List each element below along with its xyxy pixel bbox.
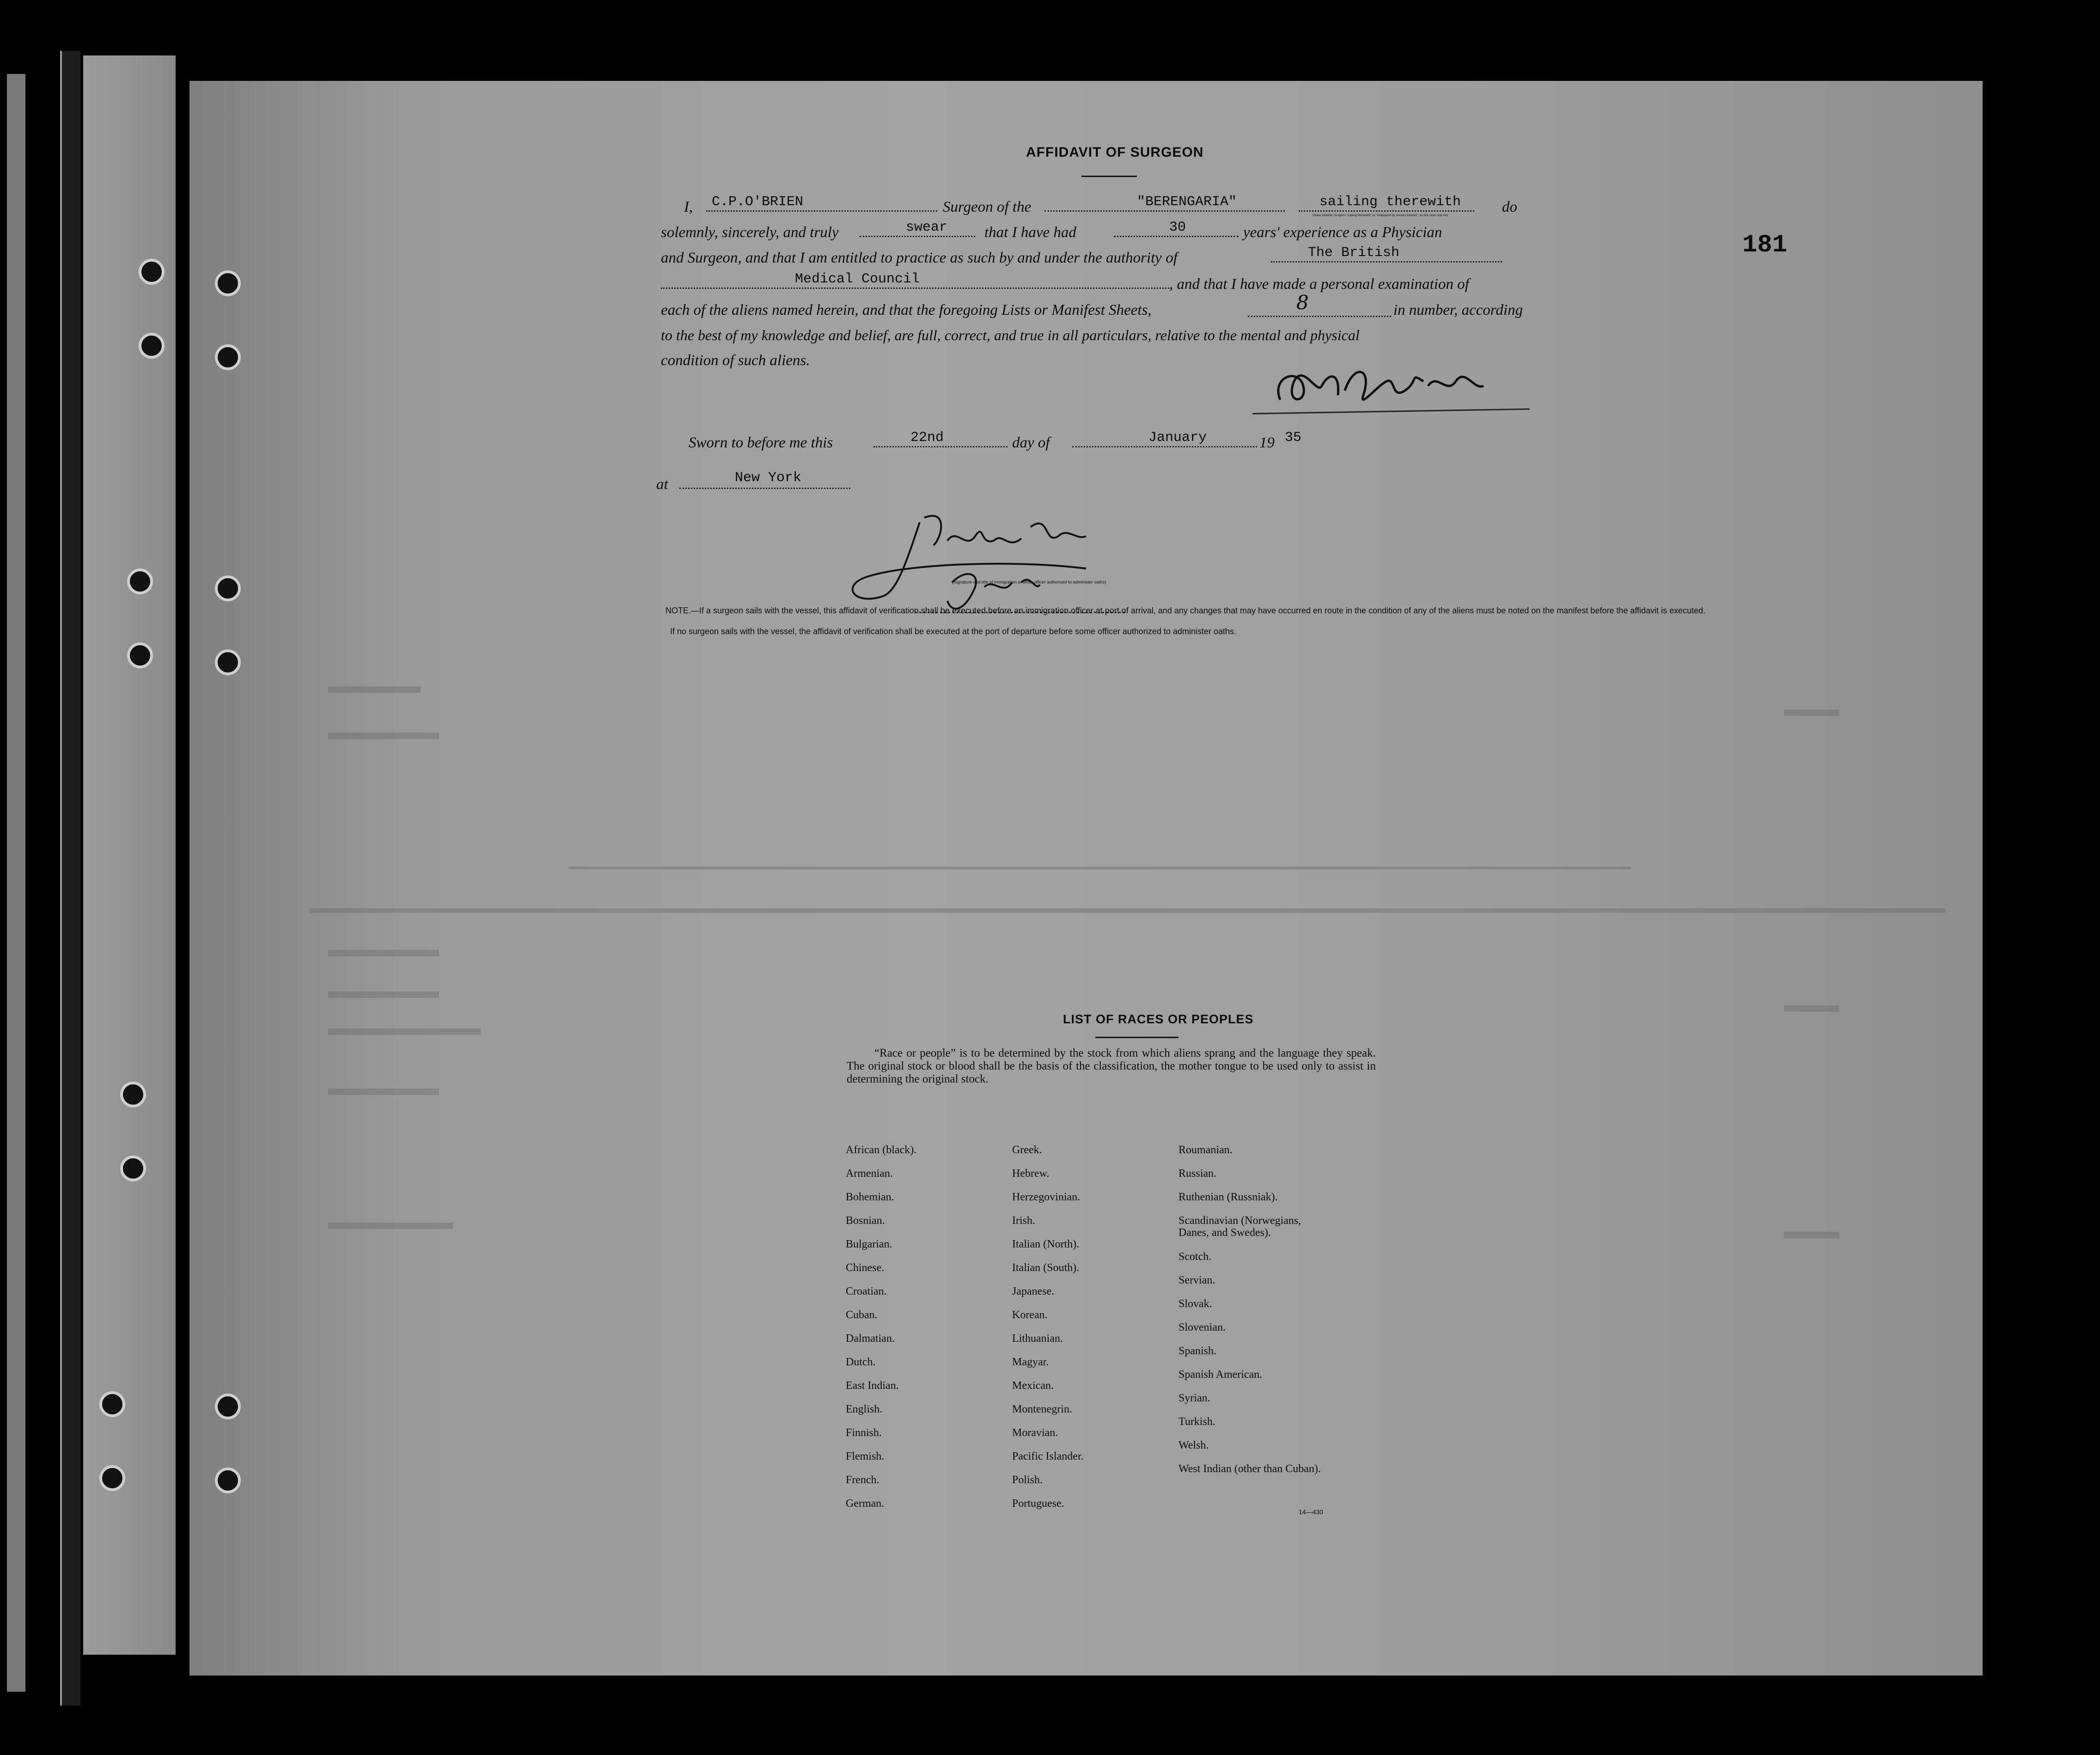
race-entry: African (black). — [846, 1144, 917, 1156]
race-entry: German. — [846, 1498, 885, 1510]
title-underline — [1081, 176, 1137, 177]
blank-authority-2 — [661, 287, 1169, 289]
authority-line-2: Medical Council — [795, 271, 920, 287]
race-entry: Finnish. — [846, 1427, 882, 1439]
race-entry: Bosnian. — [846, 1215, 885, 1227]
note-no-surgeon: If no surgeon sails with the vessel, the affidavit of verification shall be executed at the port of departure before some officer authorized to administer oaths. — [670, 627, 1237, 636]
race-entry: Armenian. — [846, 1168, 893, 1180]
signature-caption: (Signature and title of immigration or other officer authorized to administer oaths) — [952, 580, 1106, 585]
race-entry: Welsh. — [1178, 1439, 1209, 1451]
race-entry: Russian. — [1178, 1168, 1217, 1180]
binder-hole — [120, 1082, 146, 1107]
text-sworn: Sworn to before me this — [689, 434, 833, 451]
race-entry: Greek. — [1012, 1144, 1042, 1156]
bleed-through — [1784, 1232, 1839, 1238]
blank-place — [679, 488, 850, 489]
race-entry: Montenegrin. — [1012, 1403, 1072, 1415]
text-day-of: day of — [1012, 434, 1050, 451]
race-entry: Croatian. — [846, 1285, 887, 1297]
race-entry: Syrian. — [1178, 1392, 1210, 1404]
text-and-surgeon: and Surgeon, and that I am entitled to practice as such by and under the authority of — [661, 250, 1178, 266]
bleed-through — [328, 1223, 453, 1229]
race-entry: Polish. — [1012, 1474, 1043, 1486]
race-entry: Portuguese. — [1012, 1498, 1064, 1510]
race-entry: Slovenian. — [1178, 1321, 1226, 1333]
form-code: 14—430 — [1299, 1508, 1323, 1516]
binder-hole — [99, 1391, 125, 1417]
blank-vessel — [1044, 210, 1285, 212]
race-entry: Hebrew. — [1012, 1168, 1050, 1180]
sheet-hole — [215, 344, 241, 370]
blank-sailing — [1299, 210, 1474, 212]
race-entry: Dutch. — [846, 1356, 876, 1368]
race-entry: Italian (South). — [1012, 1262, 1080, 1274]
binder-hole — [120, 1156, 146, 1181]
sworn-year: 35 — [1285, 430, 1302, 446]
text-in-number: in number, according — [1393, 302, 1523, 318]
sheet-hole — [215, 270, 241, 296]
blank-authority-1 — [1271, 261, 1502, 263]
oath-type: swear — [906, 220, 948, 235]
race-entry: Bulgarian. — [846, 1238, 892, 1250]
race-entry: Korean. — [1012, 1309, 1048, 1321]
text-i: I, — [684, 199, 693, 215]
text-surgeon-of: Surgeon of the — [943, 199, 1032, 215]
text-at: at — [656, 476, 668, 493]
sheet-hole — [215, 575, 241, 601]
text-that-i-have-had: that I have had — [984, 224, 1076, 241]
text-each-alien: each of the aliens named herein, and that the foregoing Lists or Manifest Sheets, — [661, 302, 1152, 318]
blank-sheets — [1248, 316, 1391, 317]
race-entry: Ruthenian (Russniak). — [1178, 1191, 1278, 1203]
bleed-through — [328, 1088, 439, 1095]
text-condition: condition of such aliens. — [661, 352, 810, 369]
bleed-through — [1784, 709, 1839, 716]
race-entry: Spanish. — [1178, 1345, 1217, 1357]
race-entry: Moravian. — [1012, 1427, 1058, 1439]
race-entry: Bohemian. — [846, 1191, 894, 1203]
race-entry: Irish. — [1012, 1215, 1035, 1227]
binder-cover — [83, 55, 176, 1655]
sailing-hint: (State whether Surgeon "sailing therewith" or "employed by owners thereof," as the case may be) — [1312, 214, 1448, 217]
races-intro: “Race or people” is to be determined by the stock from which aliens sprang and the language they speak. The original stock or blood shall be the basis of the classification, the mother tongue to be used only to assist in determining the original stock. — [847, 1047, 1376, 1085]
sworn-day: 22nd — [910, 430, 944, 446]
bleed-through — [328, 1028, 481, 1035]
race-entry: Slovak. — [1178, 1298, 1212, 1310]
text-19: 19 — [1259, 434, 1275, 451]
vessel-name: "BERENGARIA" — [1137, 194, 1237, 210]
sheet-hole — [215, 1468, 241, 1493]
race-entry: Roumanian. — [1178, 1144, 1233, 1156]
races-title-underline — [1095, 1037, 1178, 1038]
bleed-through — [328, 950, 439, 956]
affidavit-title: AFFIDAVIT OF SURGEON — [1026, 145, 1204, 160]
text-solemnly: solemnly, sincerely, and truly — [661, 224, 839, 241]
binder-hole — [99, 1465, 125, 1491]
blank-oath — [860, 236, 975, 237]
sworn-month: January — [1148, 430, 1207, 446]
binder-hole — [127, 569, 153, 594]
bleed-through — [568, 867, 1631, 869]
blank-month — [1072, 446, 1257, 447]
race-entry: French. — [846, 1474, 879, 1486]
bleed-through — [328, 686, 421, 693]
race-entry: Lithuanian. — [1012, 1333, 1063, 1345]
race-entry: Cuban. — [846, 1309, 878, 1321]
binder-spine — [60, 51, 80, 1706]
race-entry: Herzegovinian. — [1012, 1191, 1081, 1203]
bleed-through — [328, 991, 439, 998]
races-title: LIST OF RACES OR PEOPLES — [1063, 1012, 1254, 1026]
bleed-through — [310, 908, 1946, 913]
race-entry: Pacific Islander. — [1012, 1450, 1084, 1462]
sheet-hole — [215, 1394, 241, 1419]
binder-hole — [127, 642, 153, 668]
blank-years — [1114, 236, 1239, 237]
race-entry: Dalmatian. — [846, 1333, 895, 1345]
sworn-place: New York — [735, 470, 802, 486]
bleed-through — [328, 733, 439, 739]
bleed-through — [1784, 1005, 1839, 1012]
binder-hole — [139, 333, 165, 359]
surgeon-signature — [1252, 354, 1534, 418]
race-entry: English. — [846, 1403, 883, 1415]
years-experience: 30 — [1169, 220, 1186, 235]
race-entry: Chinese. — [846, 1262, 885, 1274]
text-do: do — [1502, 199, 1517, 215]
race-entry: Turkish. — [1178, 1416, 1215, 1428]
race-entry: Magyar. — [1012, 1356, 1049, 1368]
blank-surgeon — [706, 210, 937, 212]
race-entry: Servian. — [1178, 1274, 1215, 1286]
race-entry: Scandinavian (Norwegians, Danes, and Swedes). — [1178, 1215, 1301, 1239]
race-entry: Italian (North). — [1012, 1238, 1080, 1250]
text-years-experience: years' experience as a Physician — [1243, 224, 1442, 241]
note-surgeon-sails: NOTE.—If a surgeon sails with the vessel, this affidavit of verification shall be executed before an immigration officer at port of arrival, and any changes that may have occurred en route in the condition of any of the aliens must be noted on the manifest before the affidavit is executed. — [665, 606, 1706, 615]
authority-line-1: The British — [1308, 245, 1400, 261]
binder-hole — [139, 259, 165, 285]
race-entry: Mexican. — [1012, 1380, 1054, 1392]
text-best-knowledge: to the best of my knowledge and belief, are full, correct, and true in all particulars, relative to the mental and physical — [661, 327, 1360, 343]
page-number: 181 — [1742, 231, 1788, 259]
affidavit-sheet — [189, 81, 1983, 1676]
race-entry: Japanese. — [1012, 1285, 1055, 1297]
race-entry: Flemish. — [846, 1450, 885, 1462]
race-entry: West Indian (other than Cuban). — [1178, 1463, 1321, 1475]
blank-day — [873, 446, 1007, 447]
race-entry: Spanish American. — [1178, 1369, 1263, 1381]
binder-left-edge — [7, 74, 25, 1692]
race-entry: East Indian. — [846, 1380, 899, 1392]
surgeon-name: C.P.O'BRIEN — [712, 194, 804, 210]
sheet-hole — [215, 649, 241, 675]
race-entry: Scotch. — [1178, 1251, 1212, 1263]
text-and-that: , and that I have made a personal examination of — [1169, 276, 1469, 293]
sailing-status: sailing therewith — [1319, 194, 1461, 210]
sheet-count: 8 — [1296, 291, 1309, 314]
